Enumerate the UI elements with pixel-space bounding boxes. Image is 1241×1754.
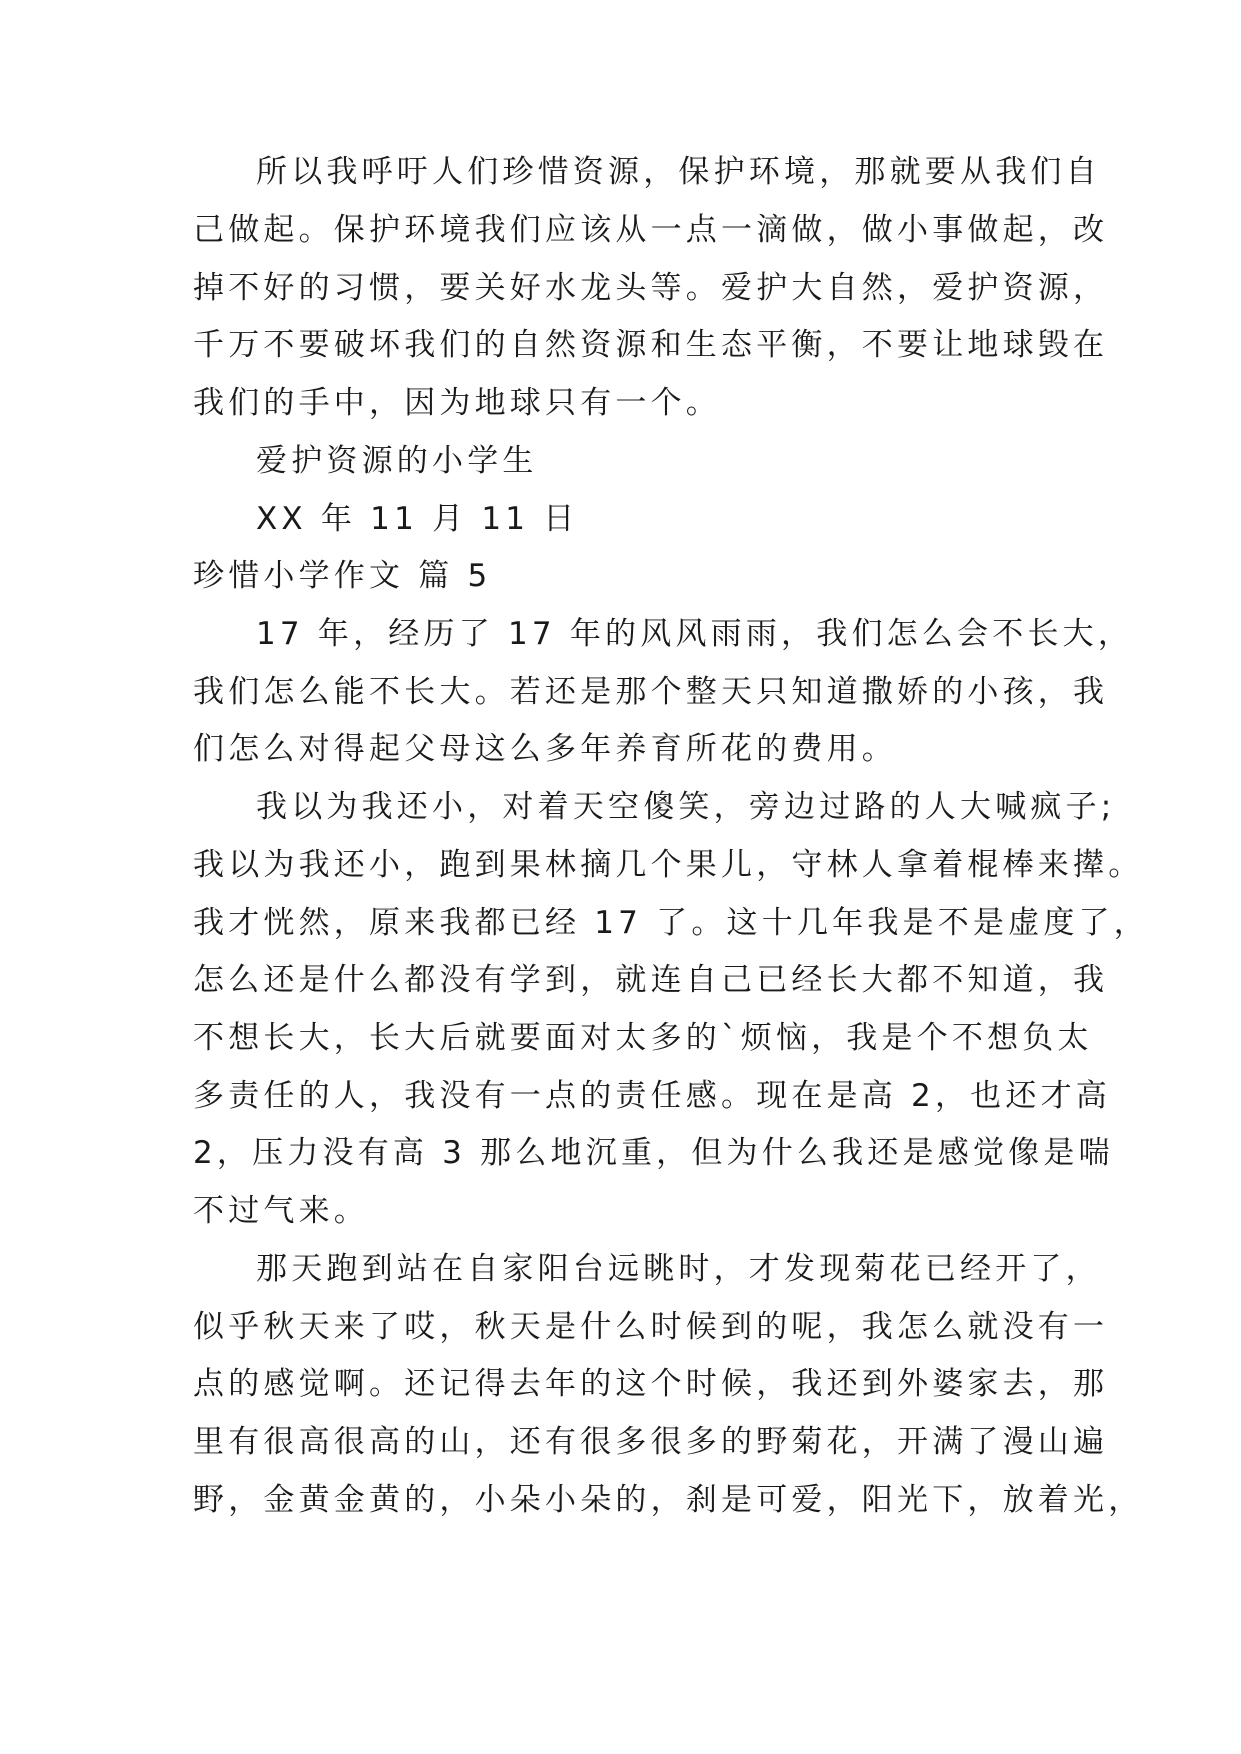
text-line: 千万不要破坏我们的自然资源和生态平衡，不要让地球毁在 — [193, 327, 1109, 363]
text-line: 那天跑到站在自家阳台远眺时，才发现菊花已经开了， — [256, 1251, 1101, 1287]
text-line: 们怎么对得起父母这么多年养育所花的费用。 — [193, 731, 897, 767]
section-heading: 珍惜小学作文 篇 5 — [193, 558, 492, 594]
text-line: 我们怎么能不长大。若还是那个整天只知道撒娇的小孩，我 — [193, 674, 1109, 710]
text-line: 点的感觉啊。还记得去年的这个时候，我还到外婆家去，那 — [193, 1366, 1109, 1402]
text-line: 怎么还是什么都没有学到，就连自己已经长大都不知道，我 — [193, 962, 1109, 998]
text-line: 野，金黄金黄的，小朵小朵的，刹是可爱，阳光下，放着光， — [193, 1482, 1144, 1518]
text-line: 我以为我还小，跑到果林摘几个果儿，守林人拿着棍棒来撵。 — [193, 847, 1144, 883]
text-line: 里有很高很高的山，还有很多很多的野菊花，开满了漫山遍 — [193, 1424, 1109, 1460]
text-line: 我以为我还小，对着天空傻笑，旁边过路的人大喊疯子; — [256, 789, 1116, 825]
signature-line: 爱护资源的小学生 — [256, 443, 538, 479]
text-line: 我们的手中，因为地球只有一个。 — [193, 385, 721, 421]
text-line: 不过气来。 — [193, 1193, 369, 1229]
text-line: 多责任的人，我没有一点的责任感。现在是高 2，也还才高 — [193, 1078, 1111, 1114]
text-line: 17 年，经历了 17 年的风风雨雨，我们怎么会不长大， — [256, 616, 1134, 652]
text-line: 似乎秋天来了哎，秋天是什么时候到的呢，我怎么就没有一 — [193, 1309, 1109, 1345]
text-line: 不想长大，长大后就要面对太多的`烦恼，我是个不想负太 — [193, 1020, 1093, 1056]
text-line: 2，压力没有高 3 那么地沉重，但为什么我还是感觉像是喘 — [193, 1135, 1114, 1171]
text-line: 己做起。保护环境我们应该从一点一滴做，做小事做起，改 — [193, 212, 1109, 248]
text-line: 掉不好的习惯，要关好水龙头等。爱护大自然，爱护资源， — [193, 270, 1109, 306]
date-line: XX 年 11 月 11 日 — [256, 501, 579, 537]
text-line: 所以我呼吁人们珍惜资源，保护环境，那就要从我们自 — [256, 154, 1101, 190]
text-line: 我才恍然，原来我都已经 17 了。这十几年我是不是虚度了， — [193, 905, 1149, 941]
